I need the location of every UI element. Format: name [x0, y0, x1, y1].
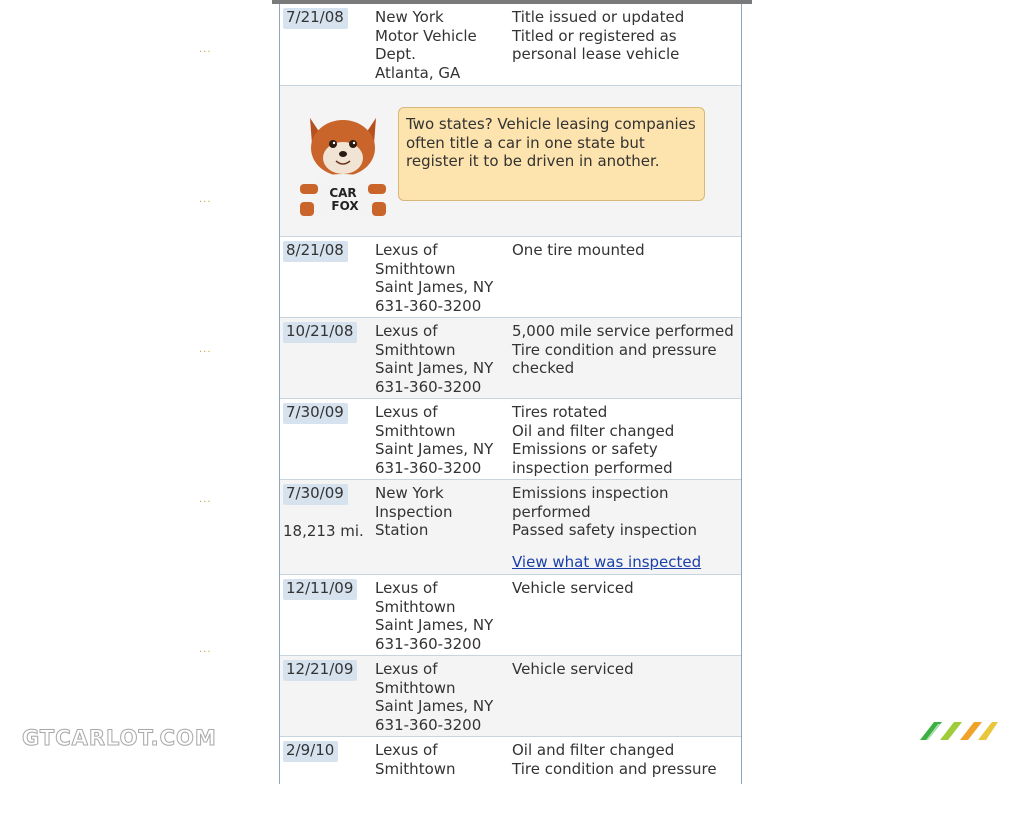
- view-inspection-link[interactable]: View what was inspected: [512, 553, 702, 572]
- record-date: 2/9/10: [283, 741, 338, 762]
- record-source: New York Inspection Station: [375, 484, 453, 540]
- tip-bubble: Two states? Vehicle leasing companies often title a car in one state but register it to be driven in another.: [398, 107, 705, 201]
- history-row: [280, 737, 741, 817]
- record-comments: One tire mounted: [512, 241, 645, 259]
- margin-dots: ...: [199, 494, 212, 505]
- carfox-tip: [280, 86, 741, 237]
- carfox-mascot-icon: [296, 108, 390, 216]
- record-comments: Tires rotated Oil and filter changed Emissions or safety inspection performed: [512, 403, 675, 478]
- record-comments: Oil and filter changed Tire condition and pressure: [512, 741, 717, 778]
- history-row: [280, 480, 741, 575]
- record-mileage: 18,213 mi.: [283, 522, 364, 540]
- history-row: [280, 318, 741, 399]
- record-comments: 5,000 mile service performed Tire condition and pressure checked: [512, 322, 734, 378]
- record-source: Lexus of Smithtown Saint James, NY 631-360-3200: [375, 579, 494, 654]
- record-source: Lexus of Smithtown Saint James, NY 631-360-3200: [375, 322, 494, 397]
- record-source: Lexus of Smithtown Saint James, NY 631-360-3200: [375, 660, 494, 735]
- history-row: [280, 237, 741, 318]
- record-source: Lexus of Smithtown Saint James, NY 631-360-3200: [375, 403, 494, 478]
- history-row: [280, 4, 741, 86]
- margin-dots: ...: [199, 644, 212, 655]
- record-comments: Vehicle serviced: [512, 660, 634, 678]
- history-row: [280, 575, 741, 656]
- margin-dots: ...: [199, 44, 212, 55]
- record-comments: Title issued or updated Titled or registered as personal lease vehicle: [512, 8, 685, 64]
- record-date: 12/11/09: [283, 579, 357, 600]
- shirt-text-car: CAR: [329, 186, 357, 200]
- record-source: Lexus of Smithtown Saint James, NY 631-360-3200: [375, 241, 494, 316]
- margin-dots: ...: [199, 344, 212, 355]
- record-date: 8/21/08: [283, 241, 348, 262]
- record-comments: Emissions inspection performed Passed safety inspection View what was inspected: [512, 484, 702, 572]
- shirt-text-fox: FOX: [331, 199, 359, 213]
- record-date: 7/21/08: [283, 8, 348, 29]
- record-date: 7/30/09: [283, 484, 348, 505]
- gtcarlot-watermark: GTCARLOT.COM: [22, 726, 217, 750]
- gtcarlot-logo-icon: [920, 720, 998, 742]
- record-comments: Vehicle serviced: [512, 579, 634, 597]
- record-date: 10/21/08: [283, 322, 357, 343]
- record-date: 12/21/09: [283, 660, 357, 681]
- record-date: 7/30/09: [283, 403, 348, 424]
- record-source: Lexus of Smithtown: [375, 741, 456, 778]
- record-source: New York Motor Vehicle Dept. Atlanta, GA: [375, 8, 477, 83]
- history-row: [280, 656, 741, 737]
- vehicle-history-report: [279, 4, 742, 784]
- margin-dots: ...: [199, 194, 212, 205]
- history-row: [280, 399, 741, 480]
